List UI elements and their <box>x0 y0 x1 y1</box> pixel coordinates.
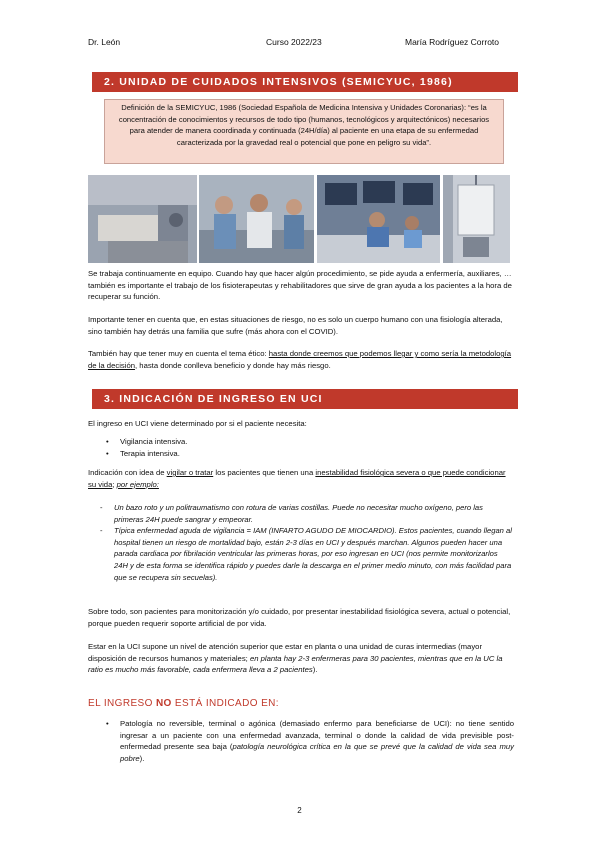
header-course: Curso 2022/23 <box>266 37 322 47</box>
paragraph-indication: Indicación con idea de vigilar o tratar los pacientes que tienen una inestabilidad fisiológica severa o que puede condicionar su vida; por ejemplo: <box>88 468 506 489</box>
list-item: - Un bazo roto y un politraumatismo con rotura de varias costillas. Puede no necesitar mucho oxígeno, pero las primeras 24H puede sangrar y empeorar. <box>100 502 512 525</box>
paragraph-admission-need: El ingreso en UCI viene determinado por si el paciente necesita: <box>88 419 307 428</box>
paragraph-teamwork: Se trabaja continuamente en equipo. Cuando hay que hacer algún procedimiento, se pide ayuda a enfermería, auxiliares, … también es importante el trabajo de los fisioterapeutas y rehabilitadores que sirve de gran ayuda a los pacientes a la hora de recuperar su función. <box>88 269 512 302</box>
uci-photo-monitoring <box>317 175 440 263</box>
list-item: - Típica enfermedad aguda de vigilancia = IAM (INFARTO AGUDO DE MIOCARDIO). Estos pacientes, cuando llegan al hospital tienen un riesgo de mortalidad bajo, están 2-3 días en UCI y después marchan. Algunos pueden hacer una parada cardiaca por fibrilación ventricular las primeras horas, por eso ingresan en UCI (nos permite monitorizarlos 24H y de esta forma se identifica rápido y puedes darle la descarga en el primer medio minuto, con más facilidad para que se recupera sin secuelas). <box>100 525 512 583</box>
ethics-underlined: hasta donde creemos que podemos llegar y como sería la metodología de la decisión <box>88 349 512 370</box>
paragraph-monitoring: Sobre todo, son pacientes para monitorización y/o cuidado, por presentar inestabilidad fisiológica severa, actual o potencial, porque pueden requerir soporte artificial de por vida. <box>88 607 511 628</box>
not-indicated-list <box>104 718 514 764</box>
uci-photo-room <box>88 175 197 263</box>
section-3-title: 3. INDICACIÓN DE INGRESO EN UCI <box>92 389 518 409</box>
list-item: • Patología no reversible, terminal o agónica (demasiado enfermo para beneficiarse de UCI): no tiene sentido ingresar a un paciente con una enfermedad avanzada, terminal o donde la calidad de vida previsible post-enfermedad presente sea baja (patología neurológica crítica en la que se prevé que la calidad de vida sea muy pobre). <box>104 718 514 764</box>
uci-photo-equipment <box>443 175 510 263</box>
examples-list <box>100 502 512 583</box>
paragraph-ethics: También hay que tener muy en cuenta el tema ético: hasta donde creemos que podemos llegar y como sería la metodología de la decisión, hasta donde conlleva beneficio y donde hay más riesgo. <box>88 349 512 370</box>
paragraph-care-level: Estar en la UCI supone un nivel de atención superior que estar en planta o una unidad de curas intermedias (mayor disposición de recursos humanos y materiales; en planta hay 2-3 enfermeras para 30 pacientes, mientras que en la UC la ratio es mucho más favorable, cada enfermera lleva a 2 pacientes). <box>88 642 503 675</box>
not-indicated-heading: EL INGRESO NO ESTÁ INDICADO EN: <box>88 698 279 709</box>
page-number: 2 <box>297 806 302 815</box>
uci-photo-strip <box>88 175 510 263</box>
list-item: • Vigilancia intensiva. <box>104 436 504 448</box>
paragraph-family: Importante tener en cuenta que, en estas situaciones de riesgo, no es solo un cuerpo humano con una fisiología alterada, sino también hay detrás una familia que sufre (más ahora con el COVID). <box>88 315 503 336</box>
header-student: María Rodríguez Corroto <box>405 37 500 47</box>
list-item: • Terapia intensiva. <box>104 448 504 460</box>
section-2-title: 2. UNIDAD DE CUIDADOS INTENSIVOS (SEMICYUC, 1986) <box>92 72 518 92</box>
uci-photo-team <box>199 175 314 263</box>
header-author: Dr. León <box>88 37 121 47</box>
definition-box: Definición de la SEMICYUC, 1986 (Sociedad Española de Medicina Intensiva y Unidades Coronarias): “es la concentración de conocimientos y recursos de todo tipo (humanos, tecnológicos y arquitectónicos) necesarios para atender de manera coordinada y continuada (24H/día) al paciente en una etapa de su enfermedad caracterizada por la gravedad real o potencial que pone en peligro su vida”. <box>104 99 504 164</box>
needs-list <box>104 436 504 459</box>
